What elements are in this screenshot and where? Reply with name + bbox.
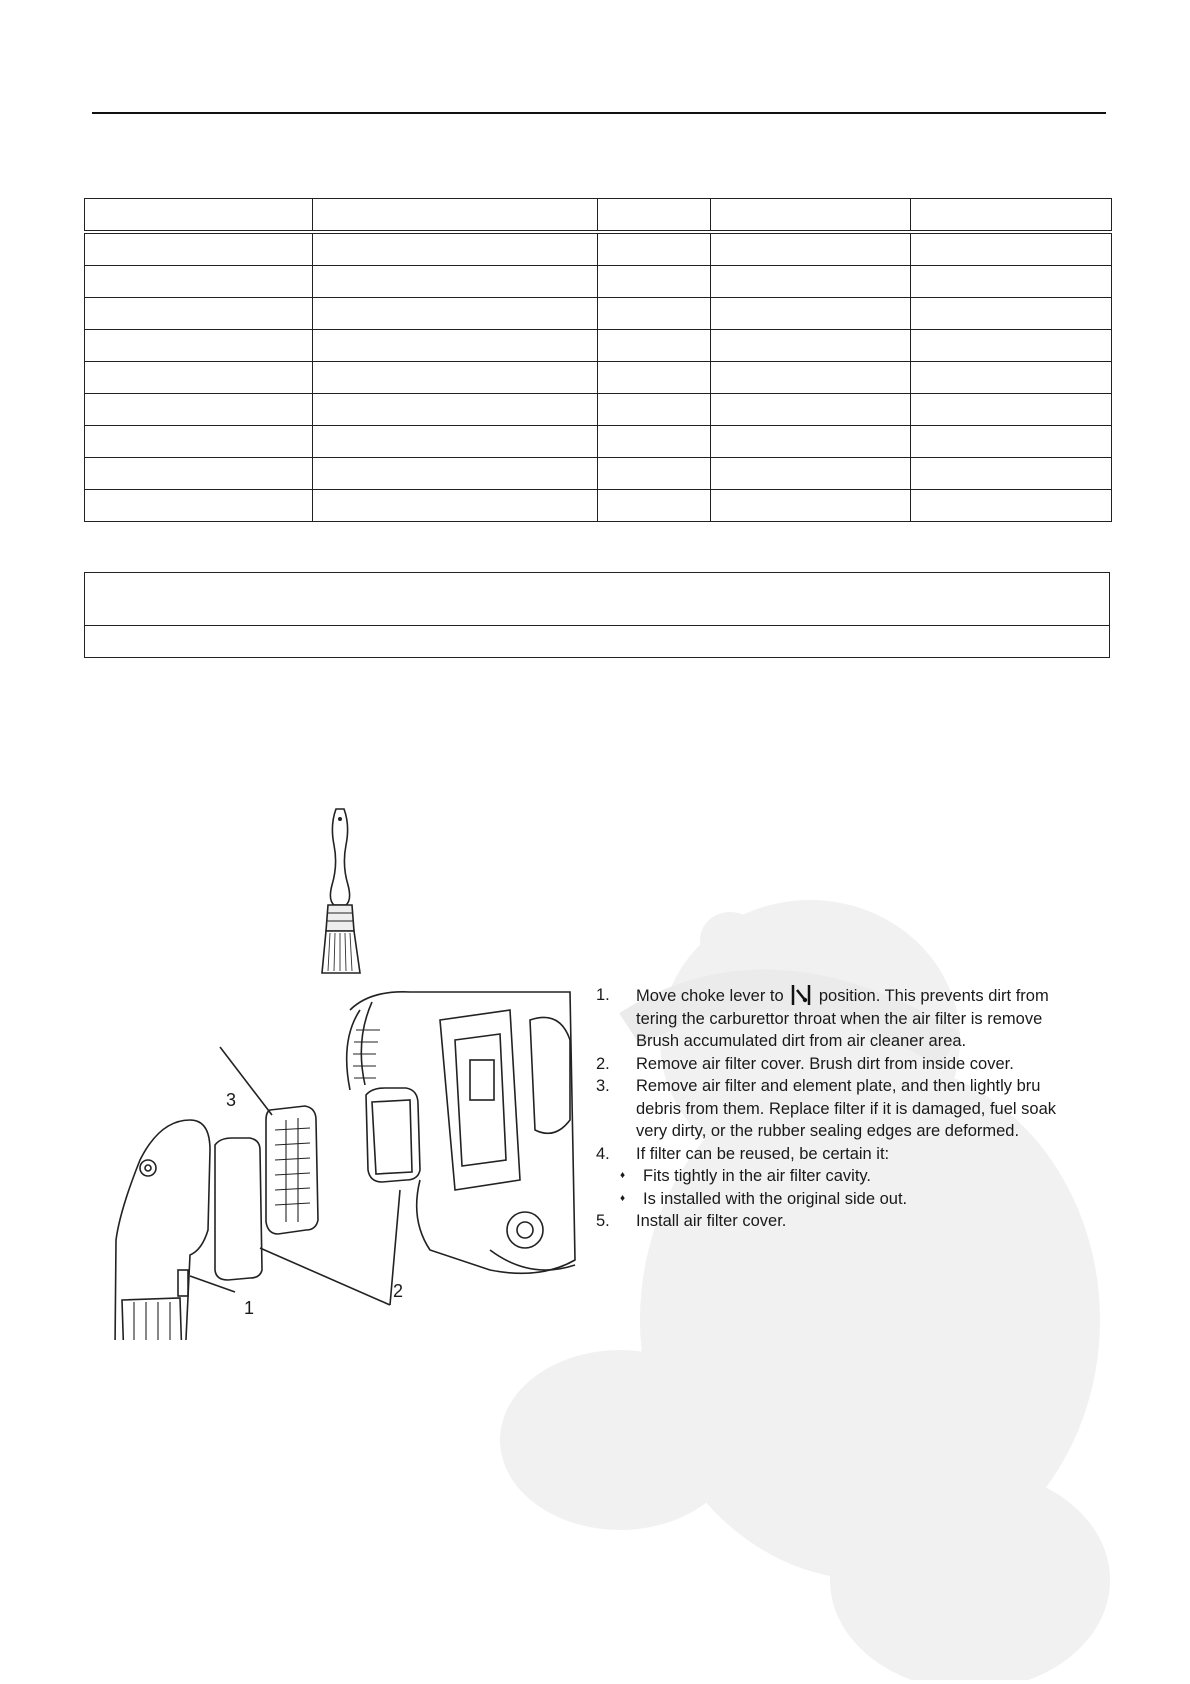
step-number: 2.	[596, 1054, 610, 1073]
callout-1: 1	[244, 1298, 255, 1318]
step-line: Remove air filter and element plate, and then lightly bru	[636, 1077, 1041, 1095]
step-number: 1.	[596, 986, 610, 1004]
table-cell	[312, 426, 598, 458]
table-cell	[598, 458, 711, 490]
table-row	[85, 458, 1112, 490]
step-number: 4.	[596, 1144, 610, 1163]
table-cell	[85, 458, 313, 490]
step-line: tering the carburettor throat when the air filter is remove	[636, 1009, 1043, 1028]
bullet-text: Is installed with the original side out.	[643, 1189, 908, 1208]
table-cell	[85, 426, 313, 458]
table-row	[85, 330, 1112, 362]
table-cell	[911, 426, 1112, 458]
table-cell	[911, 330, 1112, 362]
table-cell	[598, 490, 711, 522]
table-cell	[85, 394, 313, 426]
note-box-top	[85, 573, 1109, 626]
step-line: Brush accumulated dirt from air cleaner area.	[636, 1032, 967, 1050]
step-line: very dirty, or the rubber sealing edges are deformed.	[636, 1122, 1020, 1140]
table-cell	[85, 362, 313, 394]
table-cell	[598, 362, 711, 394]
table-cell	[85, 330, 313, 362]
table-cell	[312, 394, 598, 426]
table-cell	[598, 394, 711, 426]
table-cell	[711, 298, 911, 330]
table-cell	[711, 490, 911, 522]
table-cell	[711, 394, 911, 426]
table-row	[85, 232, 1112, 266]
table-cell	[711, 330, 911, 362]
callout-3: 3	[226, 1090, 237, 1110]
step-number: 5.	[596, 1212, 610, 1230]
table-header-cell	[911, 199, 1112, 233]
choke-closed-icon	[790, 984, 812, 1006]
step-2	[596, 1053, 1096, 1076]
table-row	[85, 298, 1112, 330]
filter-pad	[215, 1138, 262, 1280]
table-row	[85, 266, 1112, 298]
table-cell	[598, 266, 711, 298]
table-cell	[711, 266, 911, 298]
diamond-bullet-icon: ♦	[620, 1192, 626, 1204]
table-header-cell	[598, 199, 711, 233]
table-cell	[711, 232, 911, 266]
table-cell	[911, 298, 1112, 330]
table-cell	[312, 490, 598, 522]
step-line	[636, 984, 1096, 1008]
table-cell	[598, 298, 711, 330]
table-cell	[312, 458, 598, 490]
table-cell	[85, 232, 313, 266]
table-cell	[312, 362, 598, 394]
header-rule	[92, 112, 1106, 114]
bullet-item	[596, 1188, 1096, 1211]
table-header-cell	[85, 199, 313, 233]
air-filter-cover	[115, 1120, 210, 1340]
table-cell	[598, 426, 711, 458]
step-4	[596, 1143, 1096, 1166]
table-cell	[312, 266, 598, 298]
bullet-text: Fits tightly in the air filter cavity.	[643, 1167, 872, 1185]
spec-table	[84, 198, 1112, 522]
table-row	[85, 426, 1112, 458]
table-cell	[911, 458, 1112, 490]
table-cell	[911, 394, 1112, 426]
table-cell	[711, 426, 911, 458]
table-cell	[598, 330, 711, 362]
leader-line-2a	[260, 1248, 390, 1305]
step-1	[596, 984, 1096, 1053]
step-5	[596, 1210, 1096, 1233]
diamond-bullet-icon: ♦	[620, 1170, 626, 1181]
air-filter-diagram	[110, 980, 580, 1340]
table-cell	[312, 330, 598, 362]
table-row	[85, 394, 1112, 426]
table-cell	[85, 298, 313, 330]
step-line: If filter can be reused, be certain it:	[636, 1144, 890, 1163]
note-box	[84, 572, 1110, 658]
step-line: Install air filter cover.	[636, 1212, 787, 1230]
table-row	[85, 362, 1112, 394]
table-header-cell	[711, 199, 911, 233]
table-cell	[911, 232, 1112, 266]
table-cell	[85, 490, 313, 522]
bullet-item	[596, 1165, 1096, 1188]
table-header-cell	[312, 199, 598, 233]
step-text: position. This prevents dirt from	[818, 987, 1049, 1005]
step-number: 3.	[596, 1077, 610, 1095]
air-filter-element	[266, 1106, 318, 1234]
table-cell	[711, 362, 911, 394]
step-text: Move choke lever to	[636, 987, 784, 1005]
table-cell	[85, 266, 313, 298]
table-cell	[911, 490, 1112, 522]
callout-2: 2	[393, 1281, 404, 1301]
step-line: debris from them. Replace filter if it is damaged, fuel soak	[636, 1099, 1057, 1118]
brush-icon	[300, 805, 380, 975]
table-header-row	[85, 199, 1112, 233]
table-row	[85, 490, 1112, 522]
table-cell	[312, 232, 598, 266]
table-cell	[598, 232, 711, 266]
step-line: Remove air filter cover. Brush dirt from inside cover.	[636, 1054, 1014, 1073]
table-cell	[312, 298, 598, 330]
table-cell	[911, 266, 1112, 298]
instruction-list	[596, 984, 1096, 1233]
table-cell	[711, 458, 911, 490]
step-3	[596, 1075, 1096, 1143]
table-cell	[911, 362, 1112, 394]
